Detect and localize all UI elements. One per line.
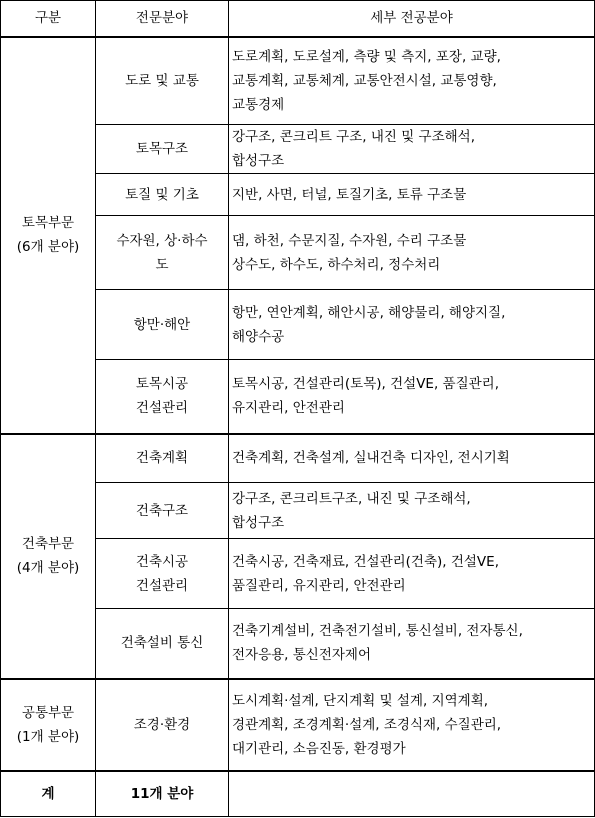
field-name: 건축시공 (135, 553, 189, 570)
detail-cell (229, 125, 595, 174)
field-name: 건축구조 (135, 502, 189, 519)
group-name: 공통부문 (21, 704, 75, 721)
detail-cell (229, 290, 595, 360)
field-name: 토질 및 기초 (125, 186, 199, 203)
field-name: 도로 및 교통 (125, 72, 199, 89)
detail-line: 해양수공 (232, 328, 285, 345)
detail-line: 유지관리, 안전관리 (232, 400, 345, 417)
detail-cell (229, 434, 595, 483)
field-name: 건축설비 통신 (120, 635, 204, 652)
detail-cell (229, 609, 595, 679)
field-cell (96, 679, 229, 771)
detail-line: 도시계획·설계, 단지계획 및 설계, 지역계획, (232, 692, 489, 709)
group-cell-architecture (1, 434, 96, 679)
detail-line: 지반, 사면, 터널, 토질기초, 토류 구조물 (232, 186, 467, 203)
detail-line: 댐, 하천, 수문지질, 수자원, 수리 구조물 (232, 232, 467, 249)
field-name: 건설관리 (135, 577, 189, 594)
detail-line: 상수도, 하수도, 하수처리, 정수처리 (232, 256, 441, 273)
table-row (1, 37, 595, 125)
detail-line: 전자응용, 통신전자제어 (232, 647, 371, 664)
field-cell (96, 609, 229, 679)
detail-line: 강구조, 콘크리트 구조, 내진 및 구조해석, (232, 129, 475, 145)
field-cell (96, 216, 229, 290)
field-name: 항만·해안 (133, 316, 191, 333)
field-cell (96, 125, 229, 174)
field-cell (96, 539, 229, 609)
group-name: 건축부문 (21, 536, 75, 552)
table-row (1, 679, 595, 771)
total-count: 11개 분야 (96, 771, 229, 817)
detail-line: 항만, 연안계획, 해안시공, 해양물리, 해양지질, (232, 304, 506, 321)
detail-line: 품질관리, 유지관리, 안전관리 (232, 577, 406, 594)
group-name: 토목부문 (21, 215, 75, 231)
total-label: 계 (1, 771, 96, 817)
detail-cell (229, 483, 595, 539)
field-cell (96, 360, 229, 434)
detail-line: 대기관리, 소음진동, 환경평가 (232, 740, 406, 757)
field-cell (96, 290, 229, 360)
group-count: (1개 분야) (16, 728, 80, 745)
group-count: (6개 분야) (16, 239, 80, 255)
field-cell (96, 483, 229, 539)
detail-cell (229, 216, 595, 290)
header-detail: 세부 전공분야 (229, 1, 595, 37)
detail-cell (229, 37, 595, 125)
header-category: 구분 (1, 1, 96, 37)
field-cell (96, 174, 229, 216)
detail-line: 합성구조 (232, 153, 285, 169)
detail-line: 건축기계설비, 건축전기설비, 통신설비, 전자통신, (232, 623, 523, 640)
group-count: (4개 분야) (16, 560, 80, 576)
detail-cell (229, 174, 595, 216)
table-row (1, 434, 595, 483)
total-row (1, 771, 595, 817)
detail-line: 교통계획, 교통체계, 교통안전시설, 교통영향, (232, 72, 497, 89)
detail-cell (229, 679, 595, 771)
detail-line: 도로계획, 도로설계, 측량 및 측지, 포장, 교량, (232, 48, 501, 65)
detail-line: 경관계획, 조경계획·설계, 조경식재, 수질관리, (232, 716, 502, 733)
field-cell (96, 434, 229, 483)
header-row (1, 1, 595, 37)
field-name: 토목구조 (135, 141, 189, 157)
total-detail (229, 771, 595, 817)
detail-cell (229, 360, 595, 434)
detail-line: 교통경제 (232, 96, 285, 113)
field-name: 조경·환경 (133, 716, 191, 733)
field-name: 도 (155, 256, 169, 273)
field-name: 건설관리 (135, 400, 189, 417)
field-name: 건축계획 (135, 450, 189, 467)
field-cell (96, 37, 229, 125)
detail-line: 건축시공, 건축재료, 건설관리(건축), 건설VE, (232, 553, 499, 570)
field-name: 토목시공 (135, 376, 189, 393)
detail-cell (229, 539, 595, 609)
field-name: 수자원, 상·하수 (116, 232, 208, 249)
detail-line: 강구조, 콘크리트구조, 내진 및 구조해석, (232, 490, 471, 507)
detail-line: 토목시공, 건설관리(토목), 건설VE, 품질관리, (232, 376, 499, 393)
detail-line: 합성구조 (232, 514, 285, 531)
group-cell-common (1, 679, 96, 771)
header-field: 전문분야 (96, 1, 229, 37)
detail-line: 건축계획, 건축설계, 실내건축 디자인, 전시기획 (232, 450, 510, 467)
group-cell-civil (1, 37, 96, 434)
